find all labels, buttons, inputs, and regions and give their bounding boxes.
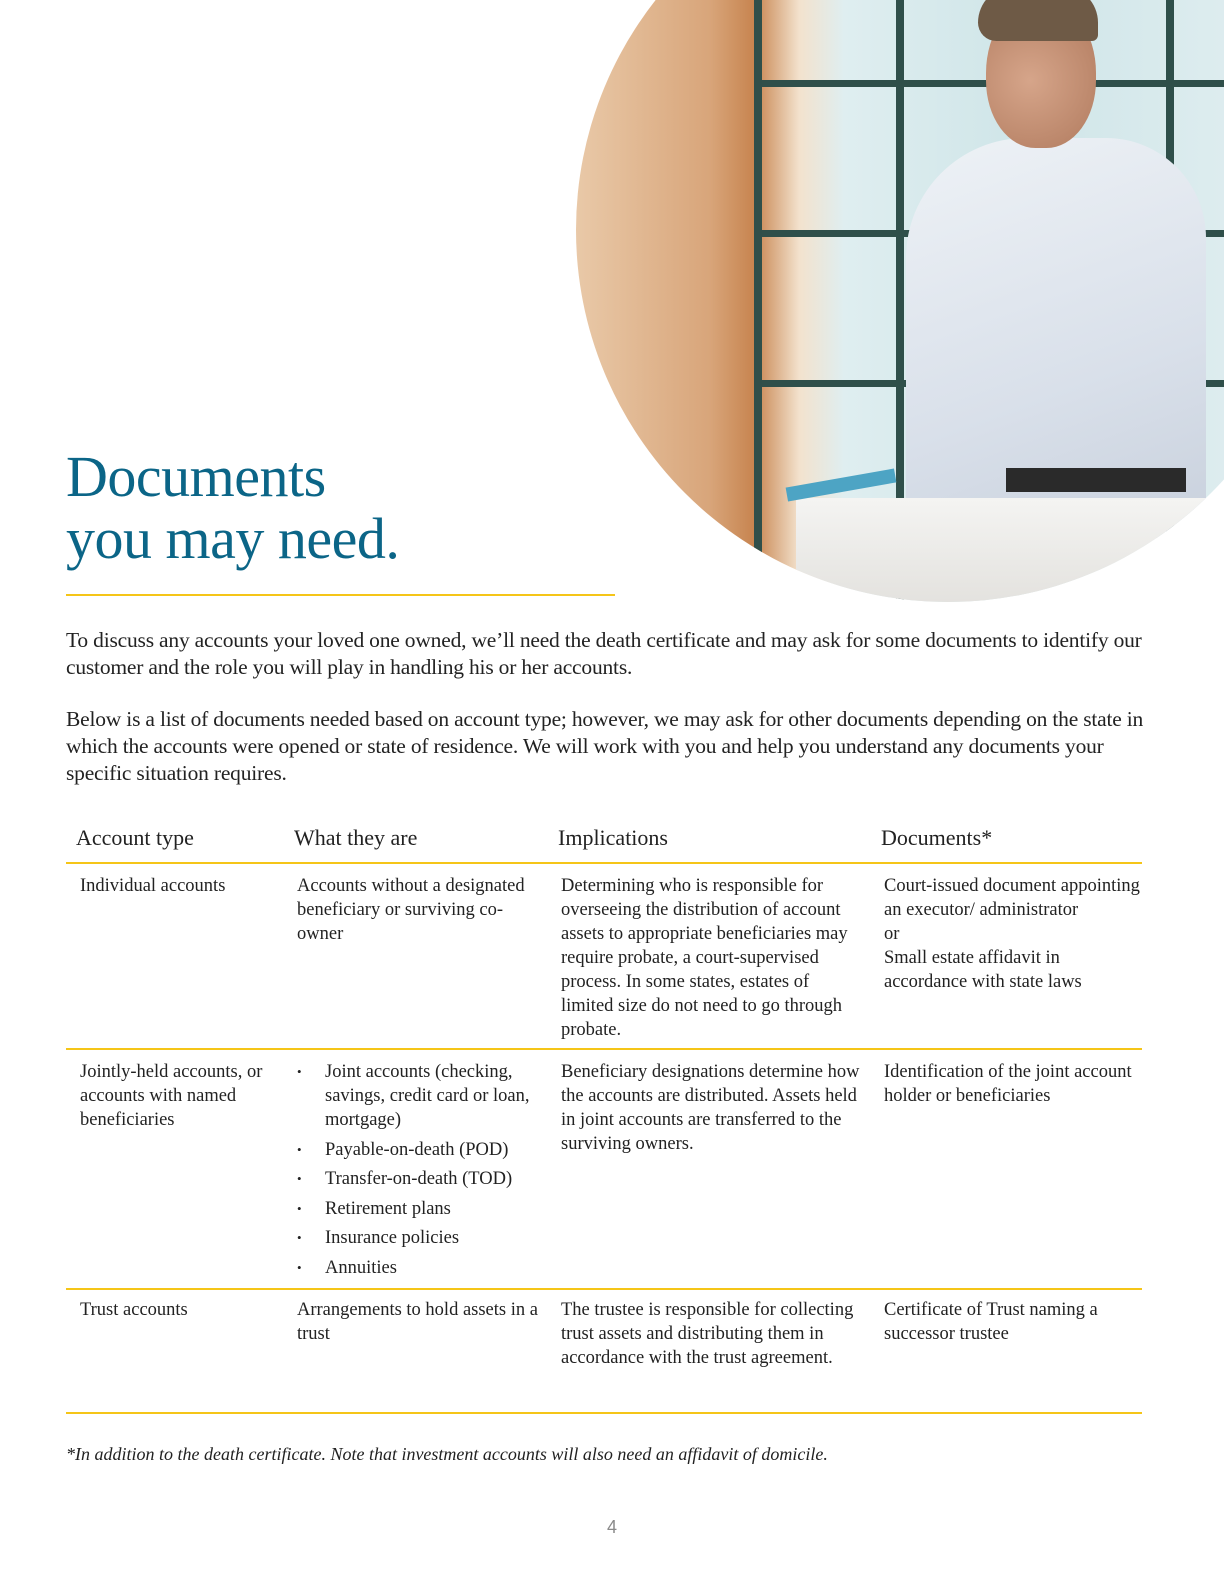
person-hair xyxy=(978,0,1098,41)
table-row xyxy=(66,864,1142,1048)
page-title-line-1: Documents xyxy=(66,444,326,509)
column-header-implications: Implications xyxy=(558,825,668,850)
hero-photo-circle-crop xyxy=(576,0,1224,602)
list-item: • Joint accounts (checking, savings, credit card or loan, mortgage) xyxy=(297,1060,544,1132)
column-header-account-type: Account type xyxy=(76,825,194,850)
intro-paragraph-1: To discuss any accounts your loved one owned, we’ll need the death certificate and may ask for some documents to identify our customer and the role you will play in handling his or her accounts. xyxy=(66,628,1142,679)
counter xyxy=(796,498,1224,602)
hero-photo xyxy=(576,0,1224,602)
intro-paragraph-2: Below is a list of documents needed based on account type; however, we may ask for other documents depending on the state in which the accounts were opened or state of residence. We will work with you and help you understand any documents your specific situation requires. xyxy=(66,707,1144,785)
document-item: Certificate of Trust naming a successor trustee xyxy=(884,1300,1098,1344)
cell-documents xyxy=(866,1298,1142,1412)
cell-implications: Determining who is responsible for overseeing the distribution of account assets to appropriate beneficiaries may require probate, a court-supervised process. In some states, estates of limited size do not need to go through probate. xyxy=(561,876,848,1040)
person-belt xyxy=(1006,468,1186,492)
blue-folder xyxy=(786,469,897,502)
documents-table xyxy=(66,820,1142,1414)
window-frame xyxy=(754,0,762,602)
cell-what-they-are xyxy=(280,1060,544,1288)
cell-documents xyxy=(866,874,1142,1048)
column-header-documents: Documents* xyxy=(881,825,993,850)
table-header-row xyxy=(66,820,1142,862)
cell-account-type: Trust accounts xyxy=(80,1300,188,1320)
list-item: • Annuities xyxy=(297,1256,544,1280)
cell-implications: Beneficiary designations determine how the accounts are distributed. Assets held in joint accounts are transferred to the surviving owners. xyxy=(561,1062,860,1154)
footnote: *In addition to the death certificate. Note that investment accounts will also need an affidavit of domicile. xyxy=(66,1444,828,1464)
list-item: • Insurance policies xyxy=(297,1226,544,1250)
document-item: Court-issued document appointing an executor/ administrator xyxy=(884,876,1140,920)
cell-what-they-are: Arrangements to hold assets in a trust xyxy=(297,1300,538,1344)
page-number: 4 xyxy=(606,1517,617,1537)
cell-documents xyxy=(866,1060,1142,1288)
cell-account-type: Individual accounts xyxy=(80,876,226,896)
document-or: or xyxy=(884,924,900,944)
page-title xyxy=(66,446,399,570)
cell-account-type: Jointly-held accounts, or accounts with named beneficiaries xyxy=(80,1062,263,1130)
title-divider xyxy=(66,594,615,596)
list-item: • Retirement plans xyxy=(297,1197,544,1221)
table-row xyxy=(66,1050,1142,1288)
list-item: • Payable-on-death (POD) xyxy=(297,1138,544,1162)
list-item: • Transfer-on-death (TOD) xyxy=(297,1167,544,1191)
page-title-line-2: you may need. xyxy=(66,506,400,571)
document-item: Identification of the joint account holder or beneficiaries xyxy=(884,1062,1132,1106)
account-kinds-list xyxy=(297,1060,544,1280)
table-divider xyxy=(66,1412,1142,1414)
cell-implications: The trustee is responsible for collecting trust assets and distributing them in accordance with the trust agreement. xyxy=(561,1300,854,1368)
cell-what-they-are: Accounts without a designated beneficiary or surviving co-owner xyxy=(297,876,525,944)
table-row xyxy=(66,1290,1142,1412)
column-header-what-they-are: What they are xyxy=(294,825,418,850)
document-item: Small estate affidavit in accordance with state laws xyxy=(884,948,1082,992)
